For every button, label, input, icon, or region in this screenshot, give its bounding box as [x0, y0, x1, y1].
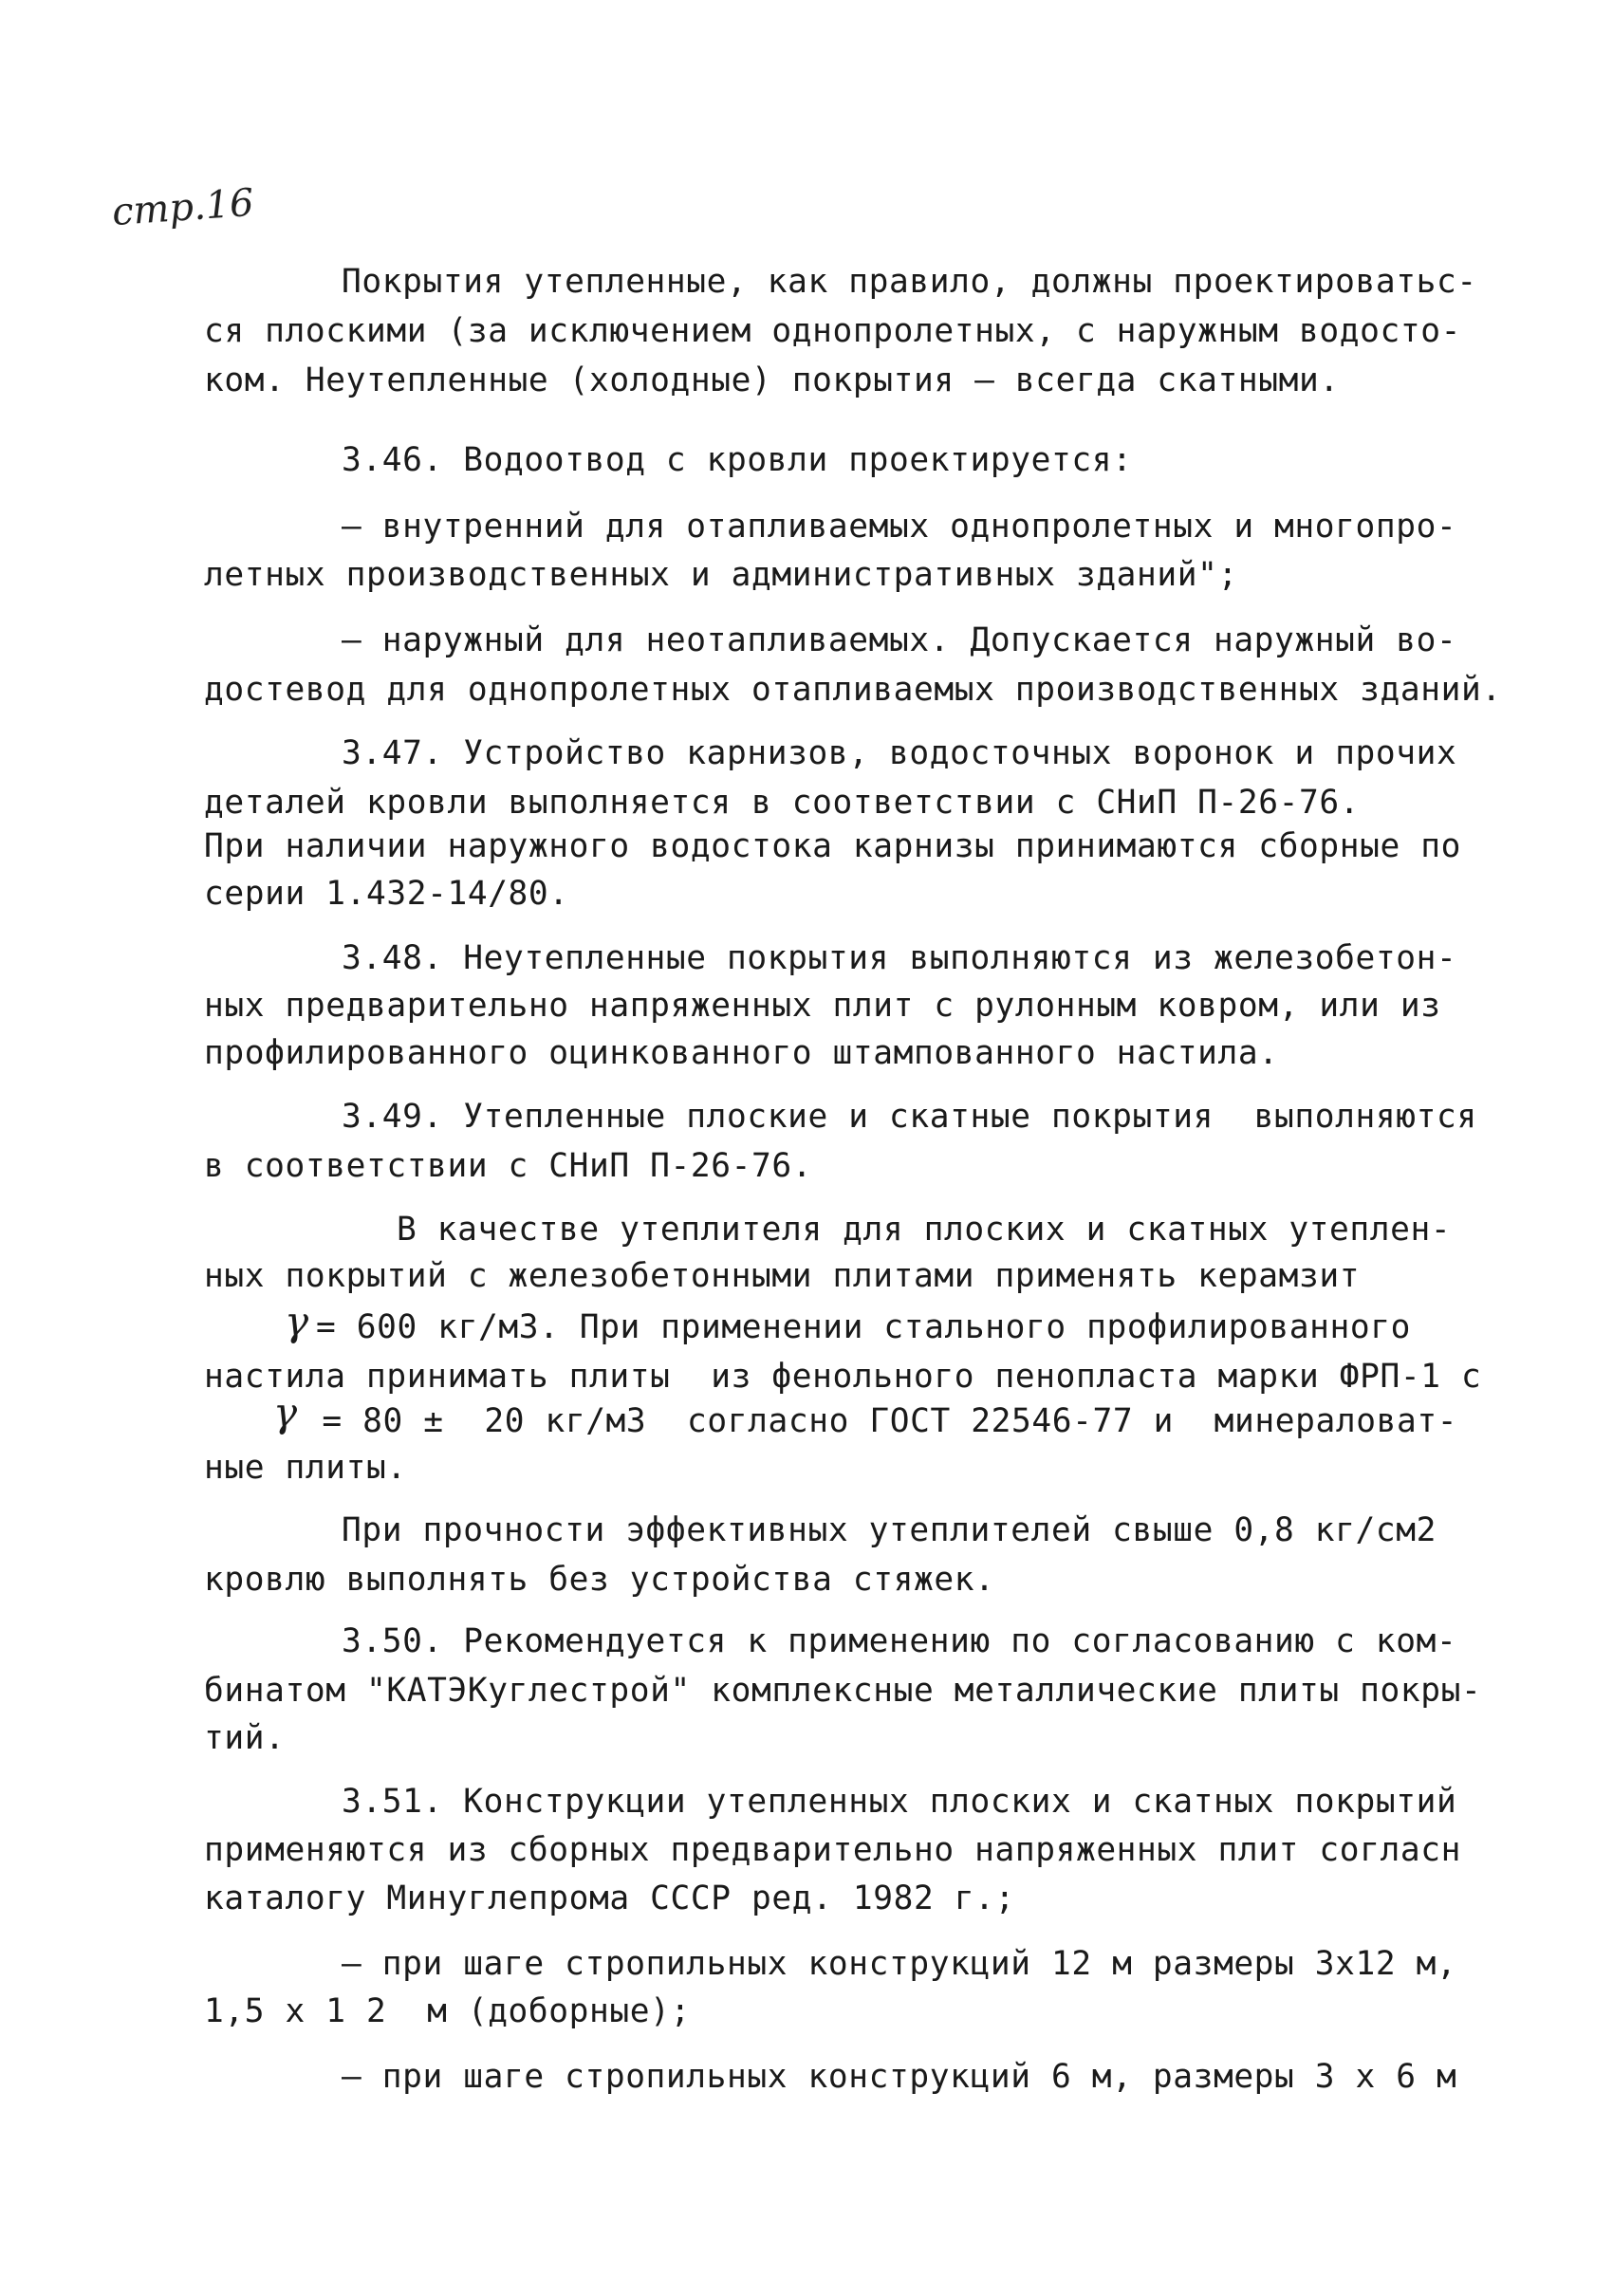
section-3-50: 3.50. Рекомендуется к применению по согласованию с ком-	[342, 1622, 1457, 1660]
text-line: В качестве утеплителя для плоских и скатных утеплен-	[397, 1211, 1452, 1249]
text-line: ных покрытий с железобетонными плитами применять керамзит	[204, 1257, 1361, 1295]
text-line: – внутренний для отапливаемых однопролетных и многопро-	[342, 508, 1457, 546]
text-line: в соответствии с СНиП П-26-76.	[204, 1147, 813, 1185]
text-line: бинатом "КАТЭКуглестрой" комплексные металлические плиты покры-	[204, 1672, 1482, 1710]
text-line: применяются из сборных предварительно напряженных плит согласн	[204, 1831, 1461, 1869]
text-line: достевод для однопролетных отапливаемых производственных зданий.	[204, 671, 1502, 709]
text-line: летных производственных и административных зданий";	[204, 556, 1238, 594]
page-number: стр.16	[110, 180, 255, 235]
gamma-symbol: γ	[273, 1389, 298, 1435]
text-line: При наличии наружного водостока карнизы принимаются сборные по	[204, 827, 1461, 865]
text-line: настила принимать плиты из фенольного пенопласта марки ФРП-1 с	[204, 1358, 1482, 1396]
text-line: – при шаге стропильных конструкций 12 м размеры 3х12 м,	[342, 1945, 1457, 1983]
section-3-47: 3.47. Устройство карнизов, водосточных воронок и прочих	[342, 734, 1457, 772]
text-line: тий.	[204, 1719, 286, 1757]
text-line: 1,5 х 1 2 м (доборные);	[204, 1992, 691, 2030]
text-line: деталей кровли выполняется в соответствии с СНиП П-26-76.	[204, 784, 1361, 822]
text-line: ные плиты.	[204, 1449, 407, 1487]
text-line: = 80 ± 20 кг/м3 согласно ГОСТ 22546-77 и минераловат-	[302, 1402, 1458, 1440]
text-line: ся плоскими (за исключением однопролетных, с наружным водосто-	[204, 312, 1461, 350]
section-3-49: 3.49. Утепленные плоские и скатные покрытия выполняются	[342, 1098, 1477, 1136]
text-line: каталогу Минуглепрома СССР ред. 1982 г.;	[204, 1879, 1015, 1917]
section-3-48: 3.48. Неутепленные покрытия выполняются из железобетон-	[342, 939, 1457, 977]
section-3-51: 3.51. Конструкции утепленных плоских и скатных покрытий	[342, 1783, 1457, 1821]
text-line: профилированного оцинкованного штампованного настила.	[204, 1034, 1279, 1072]
text-line: Покрытия утепленные, как правило, должны проектироватьс-	[342, 263, 1477, 301]
text-line: серии 1.432-14/80.	[204, 875, 569, 913]
text-line: – наружный для неотапливаемых. Допускается наружный во-	[342, 621, 1457, 659]
text-line: – при шаге стропильных конструкций 6 м, размеры 3 х 6 м	[342, 2058, 1457, 2096]
section-heading-3-46: 3.46. Водоотвод с кровли проектируется:	[342, 441, 1133, 479]
text-line: ных предварительно напряженных плит с рулонным ковром, или из	[204, 987, 1441, 1025]
gamma-symbol: γ	[285, 1298, 309, 1344]
text-line: ком. Неутепленные (холодные) покрытия – всегда скатными.	[204, 361, 1340, 399]
text-line: = 600 кг/м3. При применении стального профилированного	[316, 1308, 1412, 1346]
text-line: кровлю выполнять без устройства стяжек.	[204, 1561, 995, 1599]
text-line: При прочности эффективных утеплителей свыше 0,8 кг/см2	[342, 1511, 1437, 1549]
